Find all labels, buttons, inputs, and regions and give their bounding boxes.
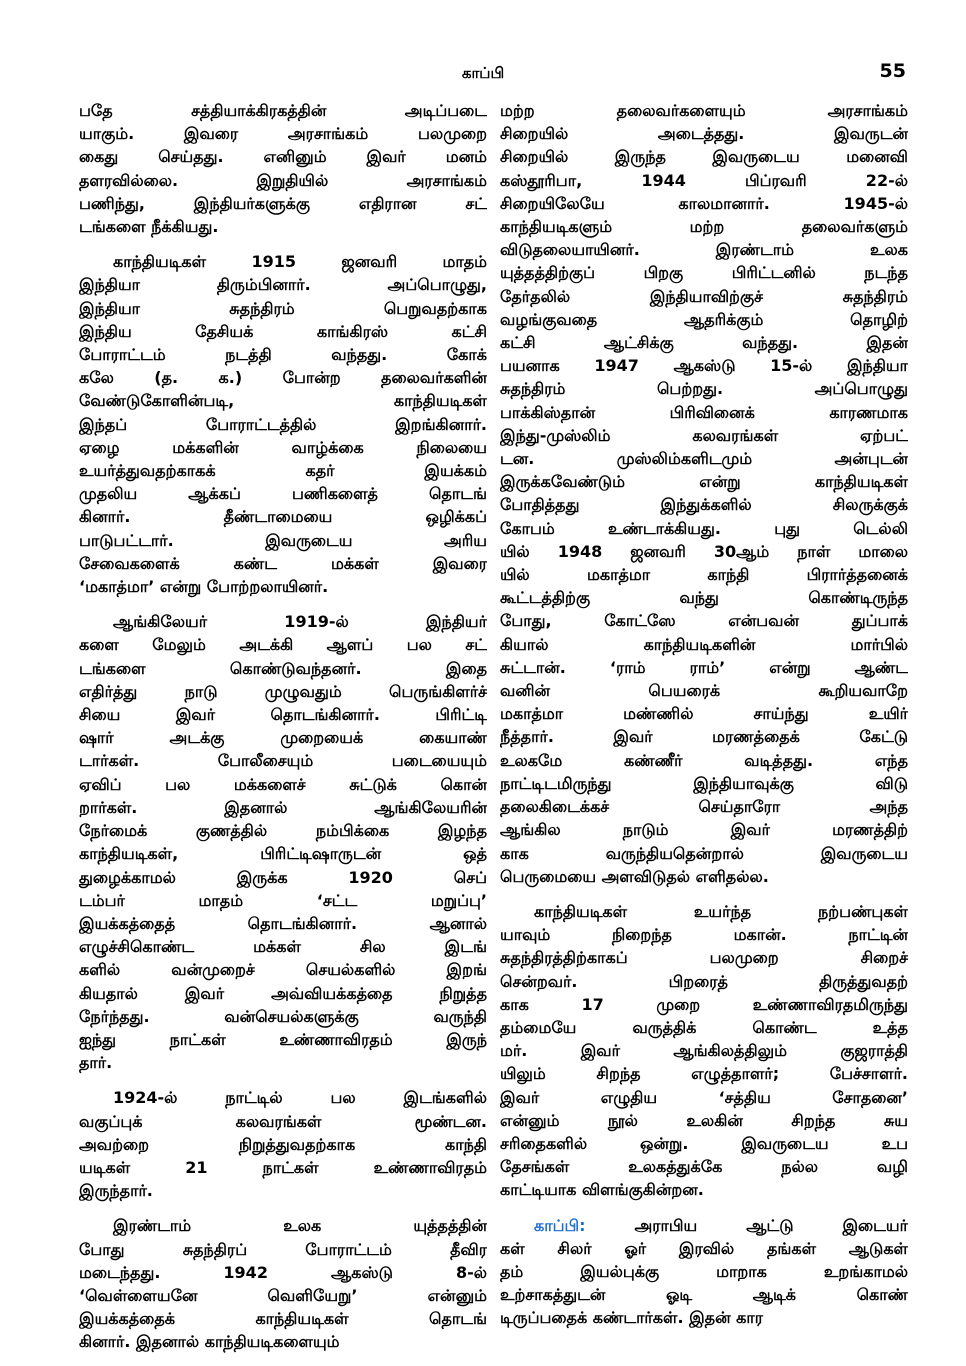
text-line: கியதால் இவர் அவ்வியக்கத்தை நிறுத்த [79, 983, 487, 1003]
text-line: காட்டியாக விளங்குகின்றன. [500, 1180, 704, 1200]
paragraph [79, 610, 487, 1074]
text-line: நாட்டிடமிருந்து இந்தியாவுக்கு விடு [500, 773, 908, 793]
text-line: றார்கள். இதனால் ஆங்கிலேயரின் [79, 797, 487, 817]
text-line: இயக்கத்தைக் காந்தியடிகள் தொடங் [79, 1309, 487, 1329]
text-line: துழைக்காமல் இருக்க 1920 செப் [79, 867, 487, 887]
text-line: போதித்தது இந்துக்களில் சிலருக்குக் [500, 495, 908, 515]
text-line: ஏவிப் பல மக்களைச் சுட்டுக் கொன் [79, 774, 487, 794]
text-line: மற்ற தலைவர்களையும் அரசாங்கம் [500, 101, 908, 120]
text-line: காந்தியடிகள், பிரிட்டிஷாருடன் ஒத் [79, 844, 487, 864]
text-line: உயர்த்துவதற்காகக் கதர் இயக்கம் [79, 461, 487, 481]
text-line: 1924-ல் நாட்டில் பல இடங்களில் [113, 1088, 487, 1108]
text-line: கோபம் உண்டாக்கியது. புது டெல்லி [500, 518, 908, 538]
entry-headword: காப்பி: [534, 1215, 586, 1235]
text-line: பயனாக 1947 ஆகஸ்டு 15-ல் இந்தியா [500, 356, 908, 376]
text-line: தார். [79, 1053, 113, 1073]
text-line: யாகும். இவரை அரசாங்கம் பலமுறை [79, 124, 487, 144]
text-line: காந்தியடிகள் உயர்ந்த நற்பண்புகள் [534, 901, 908, 921]
text-line: இந்தப் போராட்டத்தில் இறங்கினார். [79, 414, 487, 434]
text-line: வனின் பெயரைக் கூறியவாறே [500, 681, 908, 701]
text-line: இயக்கத்தைத் தொடங்கினார். ஆனால் [79, 913, 487, 933]
text-line: அவற்றை நிறுத்துவதற்காக காந்தி [79, 1134, 487, 1154]
text-line: யடிகள் 21 நாட்கள் உண்ணாவிரதம் [79, 1157, 487, 1177]
text-line: சுதந்திரத்திற்காகப் பலமுறை சிறைச் [500, 948, 908, 968]
text-line: இந்தியா திரும்பினார். அப்பொழுது, [79, 275, 487, 295]
text-line: பாக்கிஸ்தான் பிரிவினைக் காரணமாக [500, 402, 908, 422]
text-line: நேர்மைக் குணத்தில் நம்பிக்கை இழந்த [79, 821, 487, 841]
text-line: மடைந்தது. 1942 ஆகஸ்டு 8-ல் [79, 1262, 487, 1282]
paragraph [500, 1214, 908, 1330]
paragraph [79, 1086, 487, 1202]
text-line: வேண்டுகோளின்படி, காந்தியடிகள் [79, 391, 487, 411]
text-line: இருந்தார். [79, 1181, 153, 1201]
paragraph [500, 900, 908, 1202]
text-line: உலகமே கண்ணீர் வடித்தது. எந்த [500, 750, 908, 770]
text-line: முதலிய ஆக்கப் பணிகளைத் தொடங் [79, 484, 487, 504]
text-line: யில் மகாத்மா காந்தி பிரார்த்தனைக் [500, 565, 908, 585]
text-line: மகாத்மா மண்ணில் சாய்ந்து உயிர் [500, 704, 908, 724]
text-line: இரண்டாம் உலக யுத்தத்தின் [113, 1216, 487, 1236]
text-line: கள் சிலர் ஓர் இரவில் தங்கள் ஆடுகள் [500, 1238, 908, 1258]
left-column [79, 99, 487, 1366]
text-line: எழுச்சிகொண்ட மக்கள் சில இடங் [79, 937, 487, 957]
paragraph [79, 1214, 487, 1353]
text-line: யிலும் சிறந்த எழுத்தாளர்; பேச்சாளர். [500, 1064, 908, 1084]
text-line: எதிர்த்து நாடு முழுவதும் பெருங்கிளர்ச் [79, 681, 487, 701]
text-line: ஆங்கிலேயர் 1919-ல் இந்தியர் [113, 612, 487, 632]
text-line: கலே (த. க.) போன்ற தலைவர்களின் [79, 368, 487, 388]
text-line: யுத்தத்திற்குப் பிறகு பிரிட்டனில் நடந்த [500, 263, 908, 283]
text-line: கூட்டத்திற்கு வந்து கொண்டிருந்த [500, 588, 908, 608]
page-number: 55 [879, 60, 906, 82]
text-line: இவர் எழுதிய ‘சத்திய சோதனை’ [500, 1087, 908, 1107]
page-header-title: காப்பி [461, 64, 505, 82]
text-line: பணிந்து, இந்தியர்களுக்கு எதிரான சட் [79, 193, 487, 213]
text-line: தேசங்கள் உலகத்துக்கே நல்ல வழி [500, 1157, 908, 1177]
text-line: சியை இவர் தொடங்கினார். பிரிட்டி [79, 705, 487, 725]
text-line: டம்பர் மாதம் ‘சட்ட மறுப்பு’ [79, 890, 487, 910]
text-line: வகுப்புக் கலவரங்கள் மூண்டன. [79, 1111, 487, 1131]
text-line: காக வருந்தியதென்றால் இவருடைய [500, 843, 908, 863]
text-line: யில் 1948 ஜனவரி 30ஆம் நாள் மாலை [500, 541, 908, 561]
text-line: காந்தியடிகள் 1915 ஜனவரி மாதம் [113, 252, 487, 272]
text-line: சென்றவர். பிறரைத் திருத்துவதற் [500, 971, 908, 991]
text-line: ஆங்கில நாடும் இவர் மரணத்திற் [500, 820, 908, 840]
text-line: சிறையிலேயே காலமானார். 1945-ல் [500, 193, 908, 213]
text-line: ‘வெள்ளையனே வெளியேறு’ என்னும் [79, 1285, 487, 1305]
text-line: நீத்தார். இவர் மரணத்தைக் கேட்டு [500, 727, 908, 747]
text-line: என்னும் நூல் உலகின் சிறந்த சுய [500, 1110, 908, 1130]
text-line: போது சுதந்திரப் போராட்டம் தீவிர [79, 1239, 487, 1259]
right-column [500, 99, 908, 1342]
text-line: ஷார் அடக்கு முறையைக் கையாண் [79, 728, 487, 748]
text-line: இந்து-முஸ்லிம் கலவரங்கள் ஏற்பட் [500, 425, 908, 445]
text-line: கட்சி ஆட்சிக்கு வந்தது. இதன் [500, 333, 908, 353]
text-line: சேவைகளைக் கண்ட மக்கள் இவரை [79, 553, 487, 573]
text-line: மர். இவர் ஆங்கிலத்திலும் குஜராத்தி [500, 1041, 908, 1061]
text-line: கினார். தீண்டாமையை ஒழிக்கப் [79, 507, 487, 527]
text-line: பதே சத்தியாக்கிரகத்தின் அடிப்படை [79, 101, 487, 120]
text-line: இந்திய தேசியக் காங்கிரஸ் கட்சி [79, 321, 487, 341]
text-line: டங்களை நீக்கியது. [79, 217, 219, 237]
text-line: இருக்கவேண்டும் என்று காந்தியடிகள் [500, 472, 908, 492]
text-line: களில் வன்முறைச் செயல்களில் இறங் [79, 960, 487, 980]
text-line: உற்சாகத்துடன் ஓடி ஆடிக் கொண் [500, 1285, 908, 1305]
text-line: காந்தியடிகளும் மற்ற தலைவர்களும் [500, 217, 908, 237]
text-line: பாடுபட்டார். இவருடைய அரிய [79, 530, 487, 550]
text-line: ‘மகாத்மா’ என்று போற்றலாயினர். [79, 577, 329, 597]
text-line: டங்களை கொண்டுவந்தனர். இதை [79, 658, 487, 678]
text-line: போராட்டம் நடத்தி வந்தது. கோக் [79, 345, 487, 365]
text-line: பெருமையை அளவிடுதல் எளிதல்ல. [500, 866, 769, 886]
text-line: நேர்ந்தது. வன்செயல்களுக்கு வருந்தி [79, 1006, 487, 1026]
text-line: கினார். இதனால் காந்தியடிகளையும் [79, 1332, 340, 1352]
paragraph [500, 99, 908, 888]
text-line: தேர்தலில் இந்தியாவிற்குச் சுதந்திரம் [500, 286, 908, 306]
text-line: சிறையில் அடைத்தது. இவருடன் [500, 124, 908, 144]
text-line: தம்மையே வருத்திக் கொண்ட உத்த [500, 1017, 908, 1037]
text-line: கைது செய்தது. எனினும் இவர் மனம் [79, 147, 487, 167]
text-line: டன. முஸ்லிம்களிடமும் அன்புடன் [500, 449, 908, 469]
text-line: கஸ்தூரிபா, 1944 பிப்ரவரி 22-ல் [500, 170, 908, 190]
text-line: கியால் காந்தியடிகளின் மார்பில் [500, 634, 908, 654]
text-line [500, 1214, 908, 1237]
text-line: இந்தியா சுதந்திரம் பெறுவதற்காக [79, 298, 487, 318]
text-line: சுதந்திரம் பெற்றது. அப்பொழுது [500, 379, 908, 399]
text-line-content: அராபிய ஆட்டு இடையர் [585, 1215, 908, 1235]
text-line: சிறையில் இருந்த இவருடைய மனைவி [500, 147, 908, 167]
text-line: ஐந்து நாட்கள் உண்ணாவிரதம் இருந் [79, 1029, 487, 1049]
text-line: தலைகிடைக்கச் செய்தாரோ அந்த [500, 797, 908, 817]
text-line: சுட்டான். ‘ராம் ராம்’ என்று ஆண்ட [500, 657, 908, 677]
text-line: தம் இயல்புக்கு மாறாக உறங்காமல் [500, 1261, 908, 1281]
text-line: காக 17 முறை உண்ணாவிரதமிருந்து [500, 994, 908, 1014]
text-line: விடுதலையாயினர். இரண்டாம் உலக [500, 240, 908, 260]
text-line: டிருப்பதைக் கண்டார்கள். இதன் கார [500, 1308, 764, 1328]
paragraph [79, 99, 487, 238]
text-line: யாவும் நிறைந்த மகான். நாட்டின் [500, 925, 908, 945]
text-line: களை மேலும் அடக்கி ஆளப் பல சட் [79, 635, 487, 655]
running-head [0, 60, 966, 90]
text-line: வழங்குவதை ஆதரிக்கும் தொழிற் [500, 309, 908, 329]
text-line: டார்கள். போலீசையும் படையையும் [79, 751, 487, 771]
text-line: தளரவில்லை. இறுதியில் அரசாங்கம் [79, 170, 487, 190]
text-line: போது, கோட்ஸே என்பவன் துப்பாக் [500, 611, 908, 631]
text-line: ஏழை மக்களின் வாழ்க்கை நிலையை [79, 437, 487, 457]
text-line: சரிதைகளில் ஒன்று. இவருடைய உப [500, 1133, 908, 1153]
paragraph [79, 250, 487, 598]
